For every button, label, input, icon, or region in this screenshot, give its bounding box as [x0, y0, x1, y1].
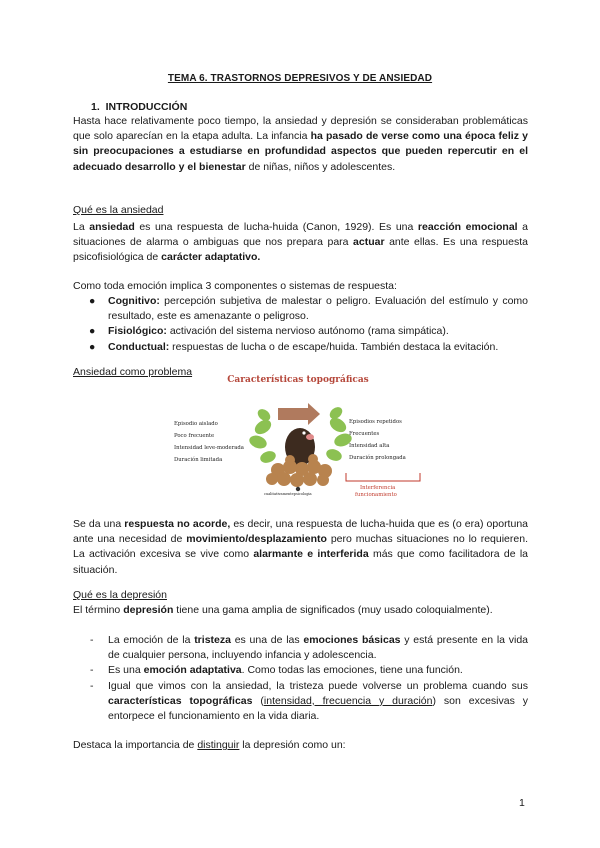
figure-right-item: Duración prolongada — [349, 455, 406, 461]
page-number: 1 — [519, 797, 525, 809]
figure-left-item: Poco frecuente — [174, 433, 215, 439]
ansiedad-definition-paragraph: La ansiedad es una respuesta de lucha-huida (Canon, 1929). Es una reacción emocional a situaciones de alarma o ambiguas que nos prepara para actuar ante ellas. Es una respuesta psicofisiológica de carácter adaptativo. — [73, 221, 528, 264]
respuesta-paragraph: Se da una respuesta no acorde, es decir, una respuesta de lucha-huida que es (o era) oportuna ante una necesidad de movimiento/desplazamiento pero muchas situaciones no lo requieren. La activación excesiva se vive como alarmante e interferida más que como facilitadora de la situación. — [73, 518, 529, 576]
componentes-intro: Como toda emoción implica 3 componentes o sistemas de respuesta: — [73, 280, 397, 292]
arrow-right-icon — [278, 403, 320, 425]
depresion-definition-paragraph: El término depresión tiene una gama amplia de significados (muy usado coloquialmente). — [73, 604, 493, 616]
section-title: INTRODUCCIÓN — [105, 101, 188, 113]
list-item: ● Conductual: respuestas de lucha o de escape/huida. También destaca la evitación. — [73, 340, 528, 355]
list-item: ● Cognitivo: percepción subjetiva de malestar o peligro. Evaluación del estímulo y como resultado, este es amenazante o peligroso. — [89, 295, 528, 323]
componentes-list — [73, 294, 528, 355]
bullet-icon: ● — [89, 340, 96, 353]
list-item: - Es una emoción adaptativa. Como todas las emociones, tiene una función. — [73, 663, 528, 678]
tristeza-list — [73, 633, 528, 724]
heading-que-es-depresion: Qué es la depresión — [73, 589, 167, 601]
topographic-characteristics-figure — [168, 375, 428, 503]
figure-interference-label: Interferencia — [360, 485, 396, 491]
destaca-paragraph: Destaca la importancia de distinguir la depresión como un: — [73, 739, 346, 751]
bullet-icon: ● — [89, 325, 96, 338]
figure-credit: cualitativamentepsicologia — [264, 492, 312, 496]
heading-que-es-ansiedad: Qué es la ansiedad — [73, 204, 164, 216]
intro-paragraph: Hasta hace relativamente poco tiempo, la ansiedad y depresión se consideraban problemáticas que solo aparecían en la etapa adulta. La infancia ha pasado de verse como una época feliz y sin preocupaciones a estudiarse en profundidad aspectos que pueden repercutir en el adecuado desarrollo y el bienestar de niñas, niños y adolescentes. — [73, 115, 528, 173]
list-item: - Igual que vimos con la ansiedad, la tristeza puede volverse un problema cuando sus características topográficas (intensidad, frecuencia y duración) son excesivas y entorpece el funcionamiento en la vida diaria. — [90, 679, 528, 723]
figure-title: Características topográficas — [227, 375, 369, 385]
figure-illustration — [168, 375, 428, 503]
figure-left-item: Intensidad leve-moderada — [174, 445, 244, 451]
figure-interference-label: funcionamiento — [355, 492, 397, 498]
heading-ansiedad-problema: Ansiedad como problema — [73, 366, 193, 378]
bracket-line — [346, 473, 420, 481]
section-heading-introduccion — [91, 101, 187, 113]
section-number: 1. — [91, 101, 100, 113]
figure-left-item: Episodio aislado — [174, 421, 218, 427]
list-item: ● Fisiológico: activación del sistema nervioso autónomo (rama simpática). — [73, 324, 528, 339]
figure-right-item: Episodios repetidos — [349, 419, 402, 425]
bullet-icon: ● — [89, 295, 96, 307]
dash-marker: - — [90, 679, 94, 692]
list-item: - La emoción de la tristeza es una de las emociones básicas y está presente en la vida de cualquier persona, incluyendo infancia y adolescencia. — [90, 634, 529, 662]
figure-right-item: Frecuentes — [349, 431, 380, 437]
dash-marker: - — [90, 664, 94, 677]
document-title: TEMA 6. TRASTORNOS DEPRESIVOS Y DE ANSIEDAD — [167, 73, 433, 84]
figure-right-item: Intensidad alta — [349, 443, 390, 449]
figure-left-item: Duración limitada — [174, 457, 223, 463]
credit-logo-icon — [296, 487, 300, 491]
dash-marker: - — [90, 634, 94, 646]
